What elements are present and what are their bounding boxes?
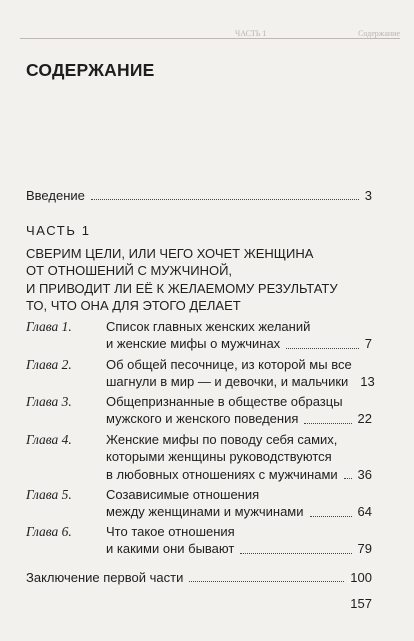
chapter-page: 64 [357,504,372,520]
part-title-line: ОТ ОТНОШЕНИЙ С МУЖЧИНОЙ, [26,263,233,279]
leader-dots [91,199,359,200]
chapter-page: 13 [360,374,375,390]
part-title-line: И ПРИВОДИТ ЛИ ЕЁ К ЖЕЛАЕМОМУ РЕЗУЛЬТАТУ [26,280,338,296]
chapter-page: 22 [357,411,372,427]
part-title-line: СВЕРИМ ЦЕЛИ, ИЛИ ЧЕГО ХОЧЕТ ЖЕНЩИНА [26,246,314,261]
chapter-title-line: шагнули в мир — и девочки, и мальчики [106,374,349,390]
leader-dots [189,581,344,582]
chapter-number: Глава 6. [26,524,72,539]
toc-entry-chapter-2[interactable] [26,356,375,391]
chapter-title-line: Что такое отношения [106,524,235,539]
chapter-number: Глава 4. [26,432,72,447]
toc-entry-conclusion[interactable] [26,569,372,586]
chapter-title-line: Созависимые отношения [106,487,260,502]
chapter-number: Глава 3. [26,394,72,409]
toc-entry-chapter-4[interactable] [26,431,372,483]
chapter-title-line: и какими они бывают [106,541,235,557]
chapter-title-line: и женские мифы о мужчинах [106,336,281,352]
leader-dots [344,478,352,479]
leader-dots [240,553,351,554]
toc-entry-page: 3 [364,188,372,203]
chapter-page: 36 [357,466,372,482]
toc-entry-page: 100 [350,570,372,585]
chapter-title-line: которыми женщины руководствуются [106,449,332,465]
chapter-title-line: мужского и женского поведения [106,411,299,427]
toc-entry-chapter-5[interactable] [26,486,372,521]
part-title [26,245,386,314]
chapter-title-line: в любовных отношениях с мужчинами [106,466,338,482]
running-header-right: Содержание [358,29,400,38]
chapter-title-line: Женские мифы по поводу себя самих, [106,432,338,447]
toc-entry-intro[interactable] [26,187,372,204]
chapter-number: Глава 2. [26,357,72,372]
part-title-line: ТО, ЧТО ОНА ДЛЯ ЭТОГО ДЕЛАЕТ [26,297,241,313]
page-number: 157 [350,596,372,611]
chapter-number: Глава 5. [26,487,72,502]
chapter-number: Глава 1. [26,319,72,334]
chapter-page: 79 [357,541,372,557]
chapter-page: 7 [364,336,372,352]
page-title: СОДЕРЖАНИЕ [26,60,155,80]
running-header-left: ЧАСТЬ 1 [235,29,267,38]
leader-dots [304,423,351,424]
chapter-title-line: между женщинами и мужчинами [106,504,304,520]
toc-entry-chapter-3[interactable] [26,393,372,428]
chapter-title-line: Общепризнанные в обществе образцы [106,394,343,409]
running-header [20,29,400,39]
chapter-title-line: Список главных женских желаний [106,319,311,334]
toc-entry-label: Введение [26,188,85,203]
leader-dots [310,516,352,517]
toc-entry-chapter-6[interactable] [26,523,372,558]
toc-entry-label: Заключение первой части [26,570,184,585]
toc-entry-chapter-1[interactable] [26,318,372,353]
part-heading: ЧАСТЬ 1 [26,223,91,238]
leader-dots [286,348,359,349]
chapter-title-line: Об общей песочнице, из которой мы все [106,357,352,372]
